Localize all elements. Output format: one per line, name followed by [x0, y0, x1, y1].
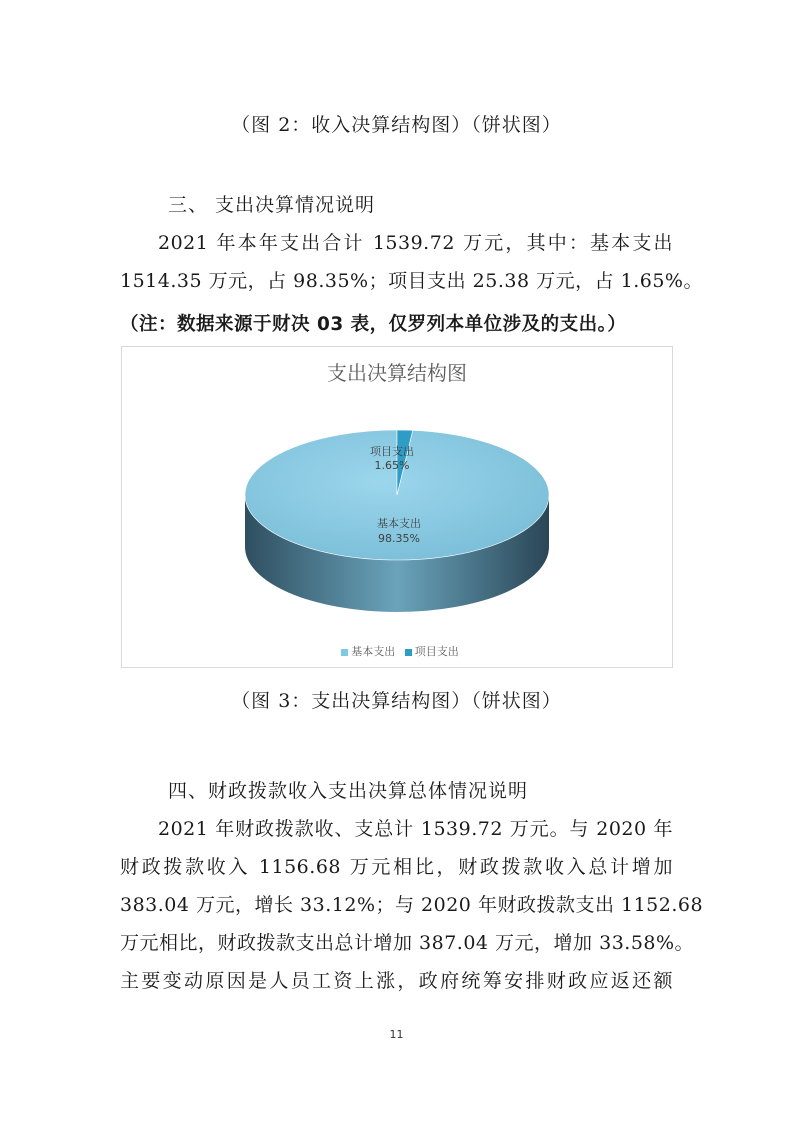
section-3-line-1: 2021 年本年支出合计 1539.72 万元，其中：基本支出: [158, 232, 673, 254]
figure-3-caption: （图 3：支出决算结构图）（饼状图）: [231, 690, 562, 712]
label-basic-expenditure-name: 基本支出: [377, 517, 421, 530]
label-project-expenditure-name: 项目支出: [370, 445, 414, 458]
section-4-line-5: 主要变动原因是人员工资上涨，政府统筹安排财政应返还额: [120, 970, 673, 992]
section-3-line-2: 1514.35 万元，占 98.35%；项目支出 25.38 万元，占 1.65%。: [120, 270, 703, 292]
section-4-heading: 四、财政拨款收入支出决算总体情况说明: [168, 780, 529, 802]
section-4-paragraph: [120, 810, 704, 1000]
data-source-note: （注：数据来源于财决 03 表，仅罗列本单位涉及的支出。）: [120, 314, 627, 335]
section-4-line-2: 财政拨款收入 1156.68 万元相比，财政拨款收入总计增加: [120, 856, 673, 878]
expenditure-pie-chart: [121, 346, 673, 668]
label-basic-expenditure-pct: 98.35%: [378, 532, 420, 545]
legend-label-basic: 基本支出: [351, 645, 396, 658]
chart-legend: [122, 643, 672, 659]
pie-svg: [122, 347, 672, 667]
page-number: 11: [389, 1028, 404, 1041]
legend-swatch-project: [405, 649, 412, 656]
section-3-paragraph: [120, 224, 703, 300]
section-4-line-3: 383.04 万元，增长 33.12%；与 2020 年财政拨款支出 1152.68: [120, 894, 704, 916]
section-4-line-4: 万元相比，财政拨款支出总计增加 387.04 万元，增加 33.58%。: [120, 932, 695, 954]
chart-title: 支出决算结构图: [327, 361, 467, 385]
section-4-line-1: 2021 年财政拨款收、支总计 1539.72 万元。与 2020 年: [158, 818, 673, 840]
legend-label-project: 项目支出: [414, 645, 459, 658]
legend-swatch-basic: [341, 649, 348, 656]
figure-2-caption: （图 2：收入决算结构图）（饼状图）: [231, 114, 562, 136]
section-3-heading: 三、 支出决算情况说明: [168, 194, 376, 216]
label-project-expenditure-pct: 1.65%: [374, 459, 410, 472]
